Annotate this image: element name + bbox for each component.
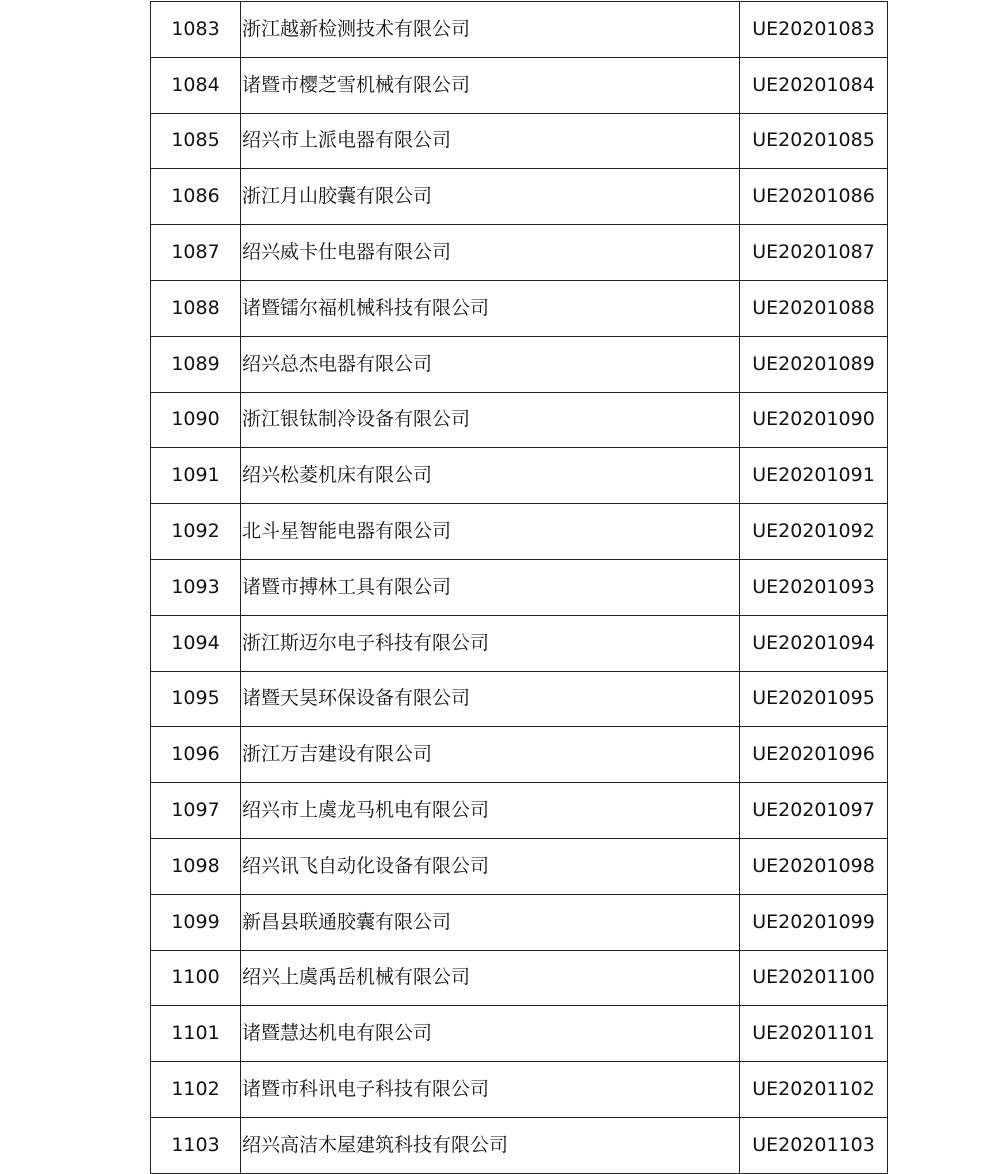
table-body bbox=[151, 2, 888, 1174]
registration-code-cell: UE20201098 bbox=[740, 838, 888, 894]
row-number-cell: 1083 bbox=[151, 2, 241, 58]
row-number-cell: 1085 bbox=[151, 113, 241, 169]
table-row bbox=[151, 225, 888, 281]
row-number-cell: 1100 bbox=[151, 950, 241, 1006]
company-name-cell: 绍兴高洁木屋建筑科技有限公司 bbox=[241, 1117, 740, 1173]
row-number-cell: 1084 bbox=[151, 57, 241, 113]
company-name-cell: 北斗星智能电器有限公司 bbox=[241, 504, 740, 560]
registration-code-cell: UE20201085 bbox=[740, 113, 888, 169]
row-number-cell: 1088 bbox=[151, 280, 241, 336]
table-row bbox=[151, 671, 888, 727]
company-name-cell: 诸暨天昊环保设备有限公司 bbox=[241, 671, 740, 727]
registration-code-cell: UE20201088 bbox=[740, 280, 888, 336]
table-row bbox=[151, 280, 888, 336]
company-name-cell: 诸暨市樱芝雪机械有限公司 bbox=[241, 57, 740, 113]
registration-code-cell: UE20201086 bbox=[740, 169, 888, 225]
registration-code-cell: UE20201084 bbox=[740, 57, 888, 113]
table-row bbox=[151, 894, 888, 950]
table-row bbox=[151, 448, 888, 504]
registration-code-cell: UE20201089 bbox=[740, 336, 888, 392]
registration-code-cell: UE20201097 bbox=[740, 783, 888, 839]
table-row bbox=[151, 504, 888, 560]
company-registry-table bbox=[150, 1, 888, 1174]
registration-code-cell: UE20201091 bbox=[740, 448, 888, 504]
row-number-cell: 1092 bbox=[151, 504, 241, 560]
row-number-cell: 1086 bbox=[151, 169, 241, 225]
row-number-cell: 1095 bbox=[151, 671, 241, 727]
row-number-cell: 1103 bbox=[151, 1117, 241, 1173]
registration-code-cell: UE20201093 bbox=[740, 559, 888, 615]
table-row bbox=[151, 2, 888, 58]
company-name-cell: 诸暨镭尔福机械科技有限公司 bbox=[241, 280, 740, 336]
row-number-cell: 1094 bbox=[151, 615, 241, 671]
row-number-cell: 1089 bbox=[151, 336, 241, 392]
row-number-cell: 1096 bbox=[151, 727, 241, 783]
registration-code-cell: UE20201090 bbox=[740, 392, 888, 448]
row-number-cell: 1098 bbox=[151, 838, 241, 894]
row-number-cell: 1102 bbox=[151, 1062, 241, 1118]
registration-code-cell: UE20201102 bbox=[740, 1062, 888, 1118]
company-name-cell: 绍兴市上虞龙马机电有限公司 bbox=[241, 783, 740, 839]
row-number-cell: 1090 bbox=[151, 392, 241, 448]
table-row bbox=[151, 727, 888, 783]
table-row bbox=[151, 57, 888, 113]
registration-code-cell: UE20201101 bbox=[740, 1006, 888, 1062]
company-name-cell: 绍兴威卡仕电器有限公司 bbox=[241, 225, 740, 281]
company-name-cell: 绍兴上虞禹岳机械有限公司 bbox=[241, 950, 740, 1006]
table-row bbox=[151, 1006, 888, 1062]
table-row bbox=[151, 1117, 888, 1173]
company-name-cell: 绍兴松菱机床有限公司 bbox=[241, 448, 740, 504]
registration-code-cell: UE20201100 bbox=[740, 950, 888, 1006]
row-number-cell: 1101 bbox=[151, 1006, 241, 1062]
registration-code-cell: UE20201083 bbox=[740, 2, 888, 58]
registration-code-cell: UE20201103 bbox=[740, 1117, 888, 1173]
table-row bbox=[151, 559, 888, 615]
company-name-cell: 绍兴总杰电器有限公司 bbox=[241, 336, 740, 392]
company-name-cell: 浙江越新检测技术有限公司 bbox=[241, 2, 740, 58]
registration-code-cell: UE20201087 bbox=[740, 225, 888, 281]
company-name-cell: 诸暨市搏林工具有限公司 bbox=[241, 559, 740, 615]
company-name-cell: 绍兴市上派电器有限公司 bbox=[241, 113, 740, 169]
company-name-cell: 浙江万吉建设有限公司 bbox=[241, 727, 740, 783]
registration-code-cell: UE20201096 bbox=[740, 727, 888, 783]
table-row bbox=[151, 615, 888, 671]
row-number-cell: 1093 bbox=[151, 559, 241, 615]
registration-code-cell: UE20201092 bbox=[740, 504, 888, 560]
row-number-cell: 1087 bbox=[151, 225, 241, 281]
company-name-cell: 绍兴讯飞自动化设备有限公司 bbox=[241, 838, 740, 894]
row-number-cell: 1097 bbox=[151, 783, 241, 839]
registration-code-cell: UE20201095 bbox=[740, 671, 888, 727]
table-row bbox=[151, 113, 888, 169]
registration-code-cell: UE20201099 bbox=[740, 894, 888, 950]
company-name-cell: 诸暨市科讯电子科技有限公司 bbox=[241, 1062, 740, 1118]
table-row bbox=[151, 1062, 888, 1118]
row-number-cell: 1099 bbox=[151, 894, 241, 950]
company-name-cell: 浙江月山胶囊有限公司 bbox=[241, 169, 740, 225]
table-row bbox=[151, 336, 888, 392]
company-name-cell: 诸暨慧达机电有限公司 bbox=[241, 1006, 740, 1062]
registration-code-cell: UE20201094 bbox=[740, 615, 888, 671]
table-row bbox=[151, 169, 888, 225]
table-row bbox=[151, 950, 888, 1006]
company-name-cell: 浙江斯迈尔电子科技有限公司 bbox=[241, 615, 740, 671]
table-row bbox=[151, 783, 888, 839]
table-row bbox=[151, 838, 888, 894]
row-number-cell: 1091 bbox=[151, 448, 241, 504]
table-row bbox=[151, 392, 888, 448]
company-name-cell: 浙江银钛制冷设备有限公司 bbox=[241, 392, 740, 448]
company-name-cell: 新昌县联通胶囊有限公司 bbox=[241, 894, 740, 950]
